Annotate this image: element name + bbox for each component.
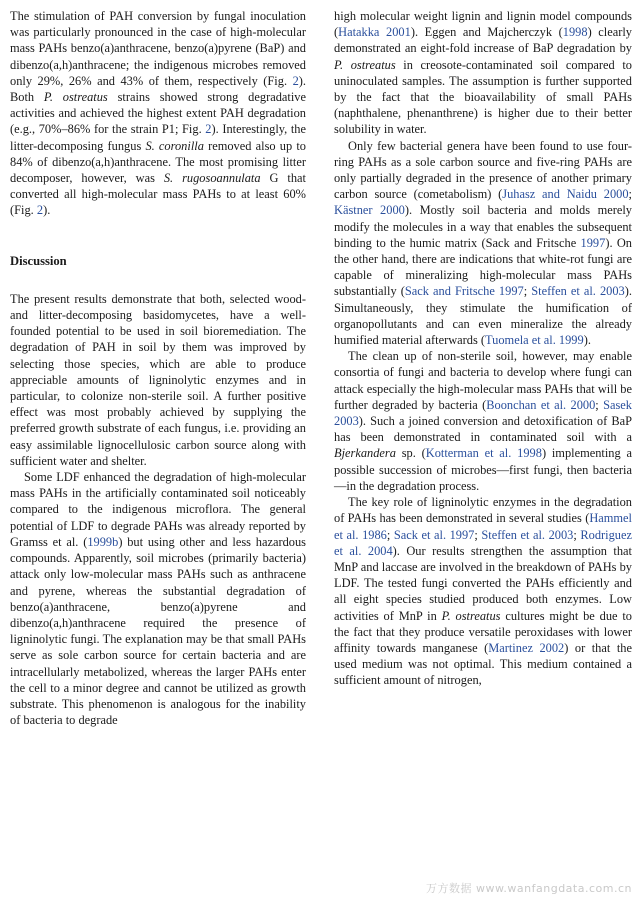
text-run: The clean up of non-sterile soil, however, may enable consortia of fungi and bacteria to develop where fungi can attack especially the high-molecular mass PAHs that will be further degraded by bacteria ( <box>334 349 632 412</box>
discussion-paragraph <box>334 8 632 138</box>
species-name: S. rugosoannulata <box>163 171 261 186</box>
text-run: ). Eggen and Majcherczyk ( <box>410 25 563 40</box>
citation-link[interactable]: Hatakka 2001 <box>338 25 411 40</box>
discussion-paragraph <box>334 494 632 688</box>
figure-link[interactable]: 2 <box>292 73 299 88</box>
citation-link[interactable]: Hammel et al. 1986 <box>334 511 632 542</box>
text-run: ). <box>583 333 591 348</box>
text-run: ). Our results strengthen the assumption that MnP and laccase are involved in the breakdown of PAHs by LDF. The tested fungi converted the PAHs efficiently and all eight species studied produced both enzymes. Low activities of MnP in <box>334 543 632 623</box>
citation-link[interactable]: Steffen et al. 2003 <box>481 527 574 542</box>
species-name: P. ostreatus <box>43 90 108 105</box>
discussion-paragraph <box>334 138 632 349</box>
species-name: S. coronilla <box>145 138 204 153</box>
text-run: sp. ( <box>395 446 426 461</box>
text-run: Only few bacterial genera have been found to use four-ring PAHs as a sole carbon source and five-ring PAHs are only partially degraded in the presence of another primary carbon source (cometabolism) ( <box>334 138 632 202</box>
figure-link[interactable]: 2 <box>205 122 212 137</box>
citation-link[interactable]: 1999b <box>87 534 119 549</box>
discussion-paragraph <box>10 291 306 469</box>
left-column <box>10 8 306 728</box>
citation-link[interactable]: Juhasz and Naidu 2000 <box>502 187 629 202</box>
species-name: P. ostreatus <box>334 57 396 72</box>
text-run: cultures might be due to the fact that they produce versatile peroxidases with lower affinity towards manganese ( <box>334 608 632 655</box>
citation-link[interactable]: Martinez 2002 <box>488 640 565 655</box>
citation-link[interactable]: Boonchan et al. 2000 <box>486 397 596 412</box>
citation-link[interactable]: Steffen et al. 2003 <box>531 284 625 299</box>
citation-link[interactable]: Sack et al. 1997 <box>393 527 475 542</box>
citation-link[interactable]: Rodriguez et al. 2004 <box>334 527 632 558</box>
text-run: ). Interestingly, the litter-decomposing fungus <box>10 122 307 153</box>
text-run: ). Simultaneously, they stimulate the humification of organopollutants and can even mineralize the already humified material afterwards ( <box>334 284 632 348</box>
text-run: The stimulation of PAH conversion by fungal inoculation was particularly pronounced in the case of high-molecular mass PAHs benzo(a)anthracene, benzo(a)pyrene (BaP) and dibenzo(a,h)anthracene; the indigenous microbes removed only 29%, 26% and 43% of them, respectively (Fig. <box>10 9 306 88</box>
text-run: ). Mostly soil bacteria and molds merely modify the molecules in a way that enables the subsequent binding to the humic matrix (Sack and Fritsche <box>334 203 632 250</box>
citation-link[interactable]: Kotterman et al. 1998 <box>425 446 542 461</box>
text-run: The key role of ligninolytic enzymes in the degradation of PAHs has been demonstrated in several studies ( <box>334 495 632 526</box>
citation-link[interactable]: Sack and Fritsche 1997 <box>404 284 524 299</box>
text-run: ). <box>43 203 51 218</box>
text-run: The present results demonstrate that both, selected wood- and litter-decomposing basidomycetes, have a well-founded potential to be used in soil bioremediation. The degradation of PAH in soil by them was improved by selecting those species, which are able to produce appreciable amounts of ligninolytic enzymes and in particular, to colonize non-sterile soil. A further positive effect was most probably achieved by supplying the preferred growth substrate of each fungus, i.e. providing an easy assimilable lignocellulosic carbon source along with sufficient water and shelter. <box>10 291 306 468</box>
text-run: ). Both <box>10 73 306 105</box>
text-run: ; <box>628 187 632 202</box>
text-run: strains showed strong degradative activities and achieved the highest extent PAH degradation (e.g., 70%–86% for the strain P1; Fig. <box>10 90 306 137</box>
text-run: high molecular weight lignin and lignin model compounds ( <box>334 9 632 40</box>
citation-link[interactable]: 1997 <box>580 235 606 250</box>
citation-link[interactable]: Tuomela et al. 1999 <box>485 333 584 348</box>
section-heading-discussion: Discussion <box>10 253 67 268</box>
text-run: ; <box>386 527 394 542</box>
text-run: ; <box>573 527 581 542</box>
right-column <box>334 8 632 689</box>
text-run: G that converted all high-molecular mass PAHs to at least 60% (Fig. <box>10 171 306 218</box>
discussion-paragraph <box>10 469 306 728</box>
text-run: ) but using other and less hazardous compounds. Apparently, soil microbes (primarily bacteria) attack only low-molecular mass PAHs such as anthracene and pyrene, whereas the substantial degradation of benzo(a)anthracene, benzo(a)pyrene and dibenzo(a,h)anthracene required the presence of ligninolytic fungi. The explanation may be that small PAHs serve as sole carbon source for certain bacteria and are intracellularly metabolized, whereas the larger PAHs enter the cell to a minor degree and cannot be utilized as growth substrate. This phenomenon is analogous for the inability of bacteria to degrade <box>10 534 306 728</box>
text-run: ) implementing a possible succession of microbes—first fungi, then bacteria—in the degradation process. <box>334 446 632 493</box>
discussion-paragraph <box>334 348 632 494</box>
text-run: Some LDF enhanced the degradation of high-molecular mass PAHs in the artificially contaminated soil noticeably compared to the indigenous microflora. The general potential of LDF to degrade PAHs was already reported by Gramss et al. ( <box>10 470 306 549</box>
text-run: ; <box>474 527 482 542</box>
watermark: 万方数据 www.wanfangdata.com.cn <box>425 882 632 895</box>
species-name: P. ostreatus <box>441 608 501 623</box>
citation-link[interactable]: Kästner 2000 <box>334 203 405 218</box>
text-run: ; <box>523 284 532 299</box>
citation-link[interactable]: Sasek 2003 <box>334 397 632 429</box>
text-run: ) clearly demonstrated an eight-fold increase of BaP degradation by <box>334 25 632 56</box>
text-run: removed also up to 84% of dibenzo(a,h)anthracene. The most promising litter decomposer, however, was <box>10 138 306 186</box>
text-run: ; <box>595 397 604 412</box>
results-paragraph <box>10 8 306 219</box>
text-run: ) or that the used medium was not optimal. This medium contained a sufficient amount of nitrogen, <box>334 640 632 688</box>
text-run: ). On the other hand, there are indications that white-rot fungi are capable of mineralizing high-molecular mass PAHs substantially ( <box>334 235 632 299</box>
citation-link[interactable]: 1998 <box>562 25 588 40</box>
text-run: in creosote-contaminated soil compared to uninoculated samples. The assumption is further supported by the fact that the bioavailability of small PAHs (naphthalene, phenanthrene) is higher due to their better solubility in water. <box>334 57 632 137</box>
genus-name: Bjerkandera <box>334 446 396 461</box>
text-run: ). Such a joined conversion and detoxification of BaP has been demonstrated in contaminated soil with a <box>334 414 632 445</box>
figure-link[interactable]: 2 <box>36 203 44 218</box>
